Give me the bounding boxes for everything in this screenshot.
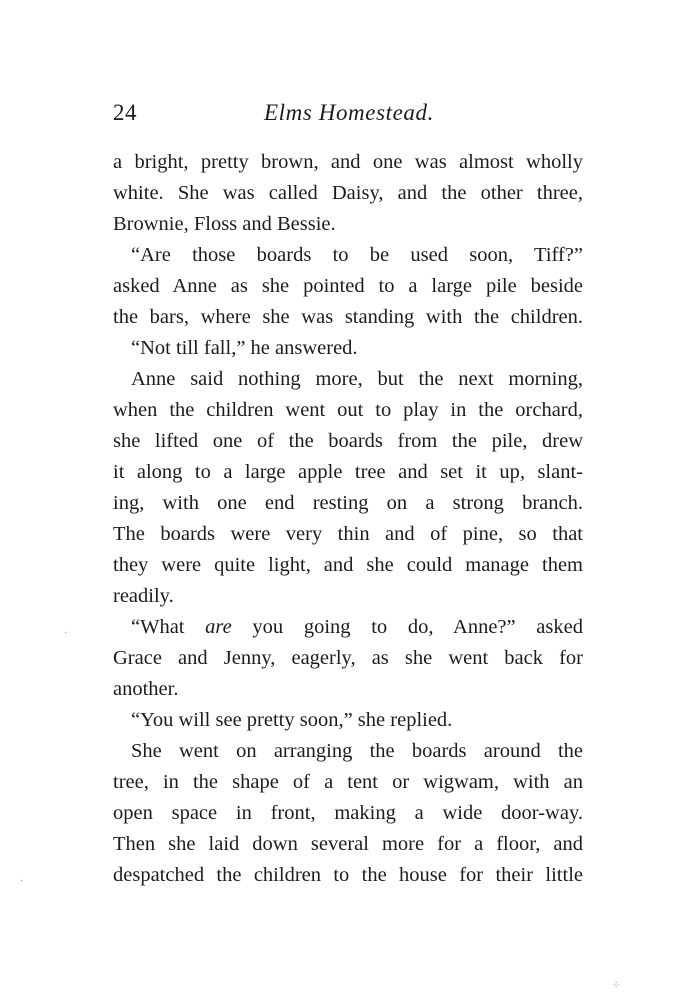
- text-line: “Not till fall,” he answered.: [131, 337, 358, 359]
- text-line: “Are those boards to be used soon, Tiff?”: [131, 244, 583, 266]
- text-line: when the children went out to play in the orchard,: [113, 399, 583, 421]
- page-speck: ·: [64, 628, 68, 639]
- text-line: it along to a large apple tree and set it up, slant-: [113, 461, 583, 483]
- text-line: “What are you going to do, Anne?” asked: [131, 616, 583, 638]
- text-line: they were quite light, and she could manage them: [113, 554, 583, 576]
- text-line: another.: [113, 678, 179, 700]
- text-line: despatched the children to the house for their little: [113, 864, 583, 886]
- text-line: readily.: [113, 585, 174, 607]
- page-speck: ⁘: [612, 980, 621, 991]
- text-line: tree, in the shape of a tent or wigwam, with an: [113, 771, 583, 793]
- text-line: open space in front, making a wide door-way.: [113, 802, 583, 824]
- text-line: Anne said nothing more, but the next morning,: [131, 368, 583, 390]
- text-line: the bars, where she was standing with the children.: [113, 306, 583, 328]
- text-line: a bright, pretty brown, and one was almost wholly: [113, 151, 583, 173]
- text-line: Then she laid down several more for a floor, and: [113, 833, 583, 855]
- text-line: “You will see pretty soon,” she replied.: [131, 709, 453, 731]
- text-line: Grace and Jenny, eagerly, as she went back for: [113, 647, 583, 669]
- text-line: she lifted one of the boards from the pile, drew: [113, 430, 583, 452]
- text-line: white. She was called Daisy, and the other three,: [113, 182, 583, 204]
- text-line: ing, with one end resting on a strong branch.: [113, 492, 583, 514]
- text-line: She went on arranging the boards around the: [131, 740, 583, 762]
- page-header: [113, 100, 583, 132]
- body-text: [113, 147, 583, 891]
- page-number: 24: [113, 100, 137, 125]
- text-line: The boards were very thin and of pine, so that: [113, 523, 583, 545]
- text-line: asked Anne as she pointed to a large pile beside: [113, 275, 583, 297]
- text-line: Brownie, Floss and Bessie.: [113, 213, 336, 235]
- running-title: Elms Homestead.: [264, 100, 434, 125]
- page-speck: ·: [20, 876, 24, 887]
